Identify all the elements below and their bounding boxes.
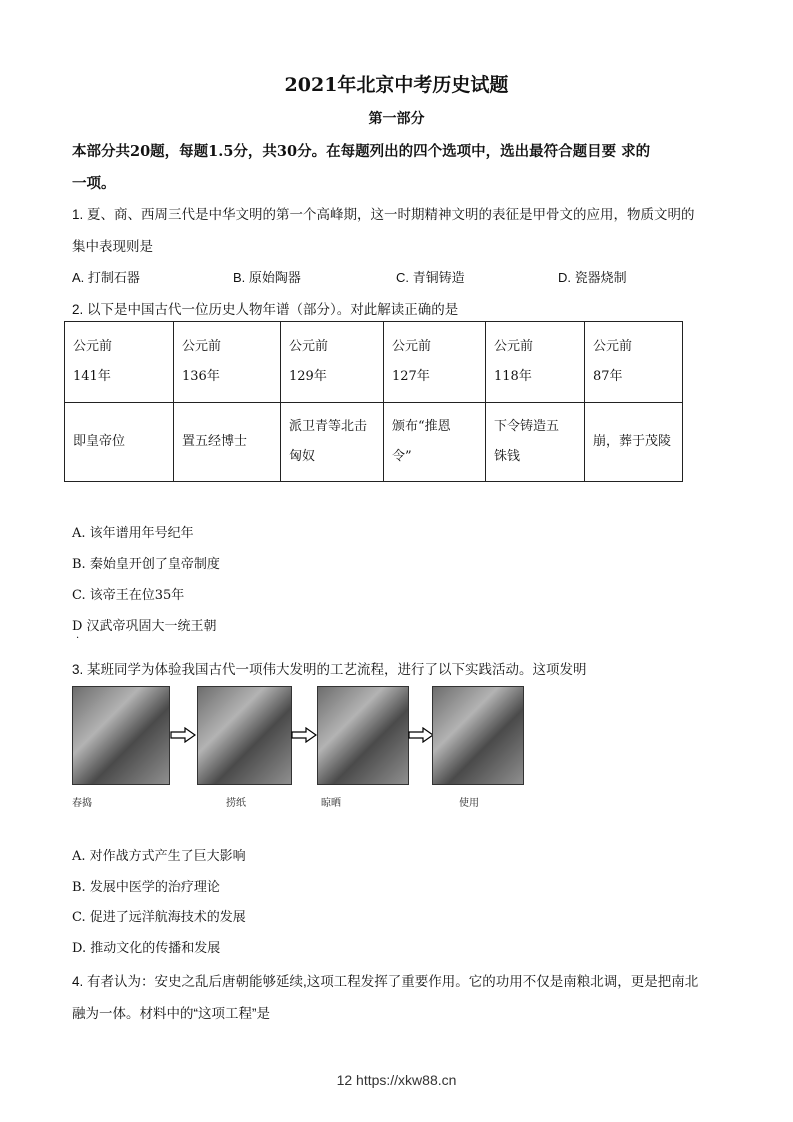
table-cell: 公元前 129年 xyxy=(281,322,384,403)
table-cell: 崩，葬于茂陵 xyxy=(585,403,683,482)
q1-option-b: B. 原始陶器 xyxy=(233,270,301,285)
q2-option-d: D 汉武帝巩固大一统王朝 xyxy=(72,619,217,634)
papermaking-photos xyxy=(72,686,532,809)
caption-step-1: 春捣 xyxy=(72,798,92,809)
caption-step-2: 捞纸 xyxy=(226,798,246,809)
caption-step-3: 晾晒 xyxy=(321,798,341,809)
table-cell: 派卫青等北击 匈奴 xyxy=(281,403,384,482)
table-row-events xyxy=(65,403,683,482)
q1-option-d: D. 瓷器烧制 xyxy=(558,270,627,285)
q3-option-c: C. 促进了远洋航海技术的发展 xyxy=(72,910,246,925)
q2-option-c: C. 该帝王在位35年 xyxy=(72,588,185,603)
table-cell: 公元前 118年 xyxy=(486,322,585,403)
q4-stem-line-2: 融为一体。材料中的“这项工程”是 xyxy=(72,1006,270,1021)
q4-stem-line-1: 4. 有者认为：安史之乱后唐朝能够延续,这项工程发挥了重要作用。它的功用不仅是南粮北调，更是把南北 xyxy=(72,974,699,989)
q3-stem: 3. 某班同学为体验我国古代一项伟大发明的工艺流程，进行了以下实践活动。这项发明 xyxy=(72,662,587,677)
table-cell: 公元前 127年 xyxy=(384,322,486,403)
photo-using xyxy=(432,686,524,785)
caption-step-4: 使用 xyxy=(459,798,479,809)
arrow-right-icon xyxy=(408,727,434,743)
section-title: 第一部分 xyxy=(368,111,425,127)
stray-dot: · xyxy=(76,633,80,644)
chronology-table xyxy=(64,321,683,482)
exam-title: 2021年北京中考历史试题 xyxy=(284,74,509,96)
table-cell: 公元前 136年 xyxy=(174,322,281,403)
q3-option-a: A. 对作战方式产生了巨大影响 xyxy=(72,849,246,864)
q1-stem-line-2: 集中表现则是 xyxy=(72,239,153,254)
table-cell: 公元前 141年 xyxy=(65,322,174,403)
photo-scooping xyxy=(197,686,292,785)
instructions-line-2: 一项。 xyxy=(72,175,116,192)
table-cell: 下令铸造五 铢钱 xyxy=(486,403,585,482)
photo-pounding xyxy=(72,686,170,785)
arrow-right-icon xyxy=(291,727,317,743)
q1-option-c: C. 青铜铸造 xyxy=(396,270,465,285)
table-cell: 颁布“推恩 令” xyxy=(384,403,486,482)
q1-stem-line-1: 1. 夏、商、西周三代是中华文明的第一个高峰期，这一时期精神文明的表征是甲骨文的应用，物质文明的 xyxy=(72,207,695,222)
photo-drying xyxy=(317,686,409,785)
q2-option-b: B. 秦始皇开创了皇帝制度 xyxy=(72,557,220,572)
table-cell: 即皇帝位 xyxy=(65,403,174,482)
table-cell: 公元前 87年 xyxy=(585,322,683,403)
arrow-right-icon xyxy=(170,727,196,743)
q1-option-a: A. 打制石器 xyxy=(72,270,140,285)
table-row-years xyxy=(65,322,683,403)
q2-stem: 2. 以下是中国古代一位历史人物年谱（部分）。对此解读正确的是 xyxy=(72,302,459,317)
q2-option-a: A. 该年谱用年号纪年 xyxy=(72,526,194,541)
table-cell: 置五经博士 xyxy=(174,403,281,482)
page-footer: 12 https://xkw88.cn xyxy=(336,1072,457,1088)
q3-option-b: B. 发展中医学的治疗理论 xyxy=(72,880,220,895)
instructions-line-1: 本部分共20题，每题1.5分，共30分。在每题列出的四个选项中，选出最符合题目要 求的 xyxy=(72,143,651,160)
q3-option-d: D. 推动文化的传播和发展 xyxy=(72,941,221,956)
